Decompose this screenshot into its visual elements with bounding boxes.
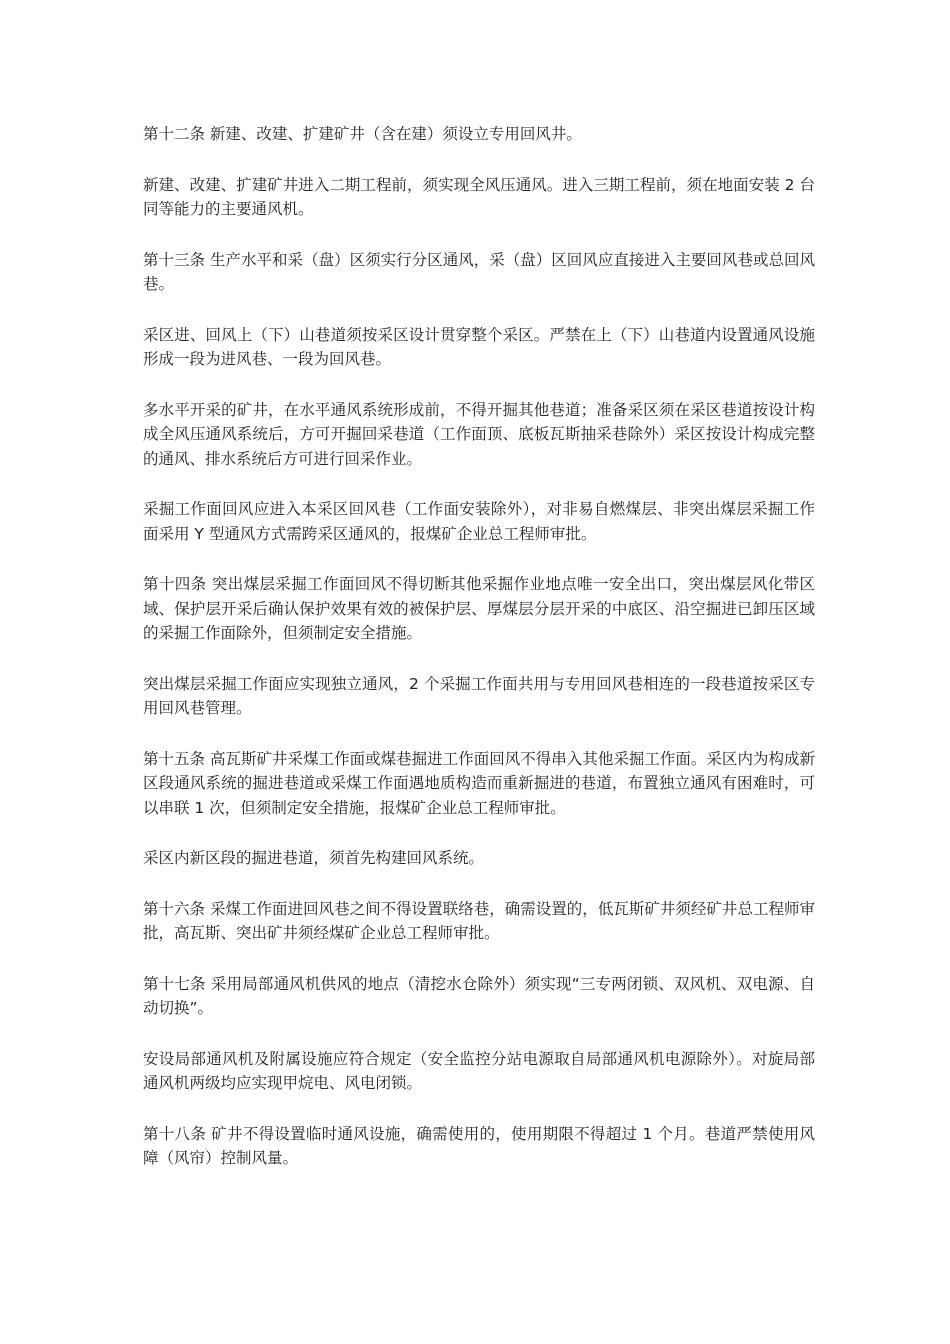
document-body — [143, 122, 815, 1197]
paragraph-article-13-detail-1: 采区进、回风上（下）山巷道须按采区设计贯穿整个采区。严禁在上（下）山巷道内设置通风设施形成一段为进风巷、一段为回风巷。 — [143, 325, 815, 368]
paragraph-article-13: 第十三条 生产水平和采（盘）区须实行分区通风，采（盘）区回风应直接进入主要回风巷或总回风巷。 — [143, 250, 815, 293]
paragraph-article-12-detail: 新建、改建、扩建矿井进入二期工程前，须实现全风压通风。进入三期工程前，须在地面安装 2 台同等能力的主要通风机。 — [143, 175, 815, 218]
paragraph-article-15: 第十五条 高瓦斯矿井采煤工作面或煤巷掘进工作面回风不得串入其他采掘工作面。采区内为构成新区段通风系统的掘进巷道或采煤工作面遇地质构造而重新掘进的巷道，布置独立通风有困难时，可以串联 1 次，但须制定安全措施，报煤矿企业总工程师审批。 — [143, 749, 815, 817]
paragraph-article-15-detail: 采区内新区段的掘进巷道，须首先构建回风系统。 — [143, 849, 485, 867]
paragraph-article-14-detail: 突出煤层采掘工作面应实现独立通风，2 个采掘工作面共用与专用回风巷相连的一段巷道按采区专用回风巷管理。 — [143, 674, 815, 717]
paragraph-article-13-detail-3: 采掘工作面回风应进入本采区回风巷（工作面安装除外），对非易自燃煤层、非突出煤层采掘工作面采用 Y 型通风方式需跨采区通风的，报煤矿企业总工程师审批。 — [143, 500, 815, 543]
paragraph-article-12: 第十二条 新建、改建、扩建矿井（含在建）须设立专用回风井。 — [143, 125, 582, 143]
paragraph-article-17-detail: 安设局部通风机及附属设施应符合规定（安全监控分站电源取自局部通风机电源除外）。对旋局部通风机两级均应实现甲烷电、风电闭锁。 — [143, 1049, 815, 1092]
paragraph-article-14: 第十四条 突出煤层采掘工作面回风不得切断其他采掘作业地点唯一安全出口，突出煤层风化带区域、保护层开采后确认保护效果有效的被保护层、厚煤层分层开采的中底区、沿空掘进已卸压区域的采掘工作面除外，但须制定安全措施。 — [143, 575, 815, 642]
paragraph-article-18: 第十八条 矿井不得设置临时通风设施，确需使用的，使用期限不得超过 1 个月。巷道严禁使用风障（风帘）控制风量。 — [143, 1124, 815, 1167]
paragraph-article-17: 第十七条 采用局部通风机供风的地点（清挖水仓除外）须实现“三专两闭锁、双风机、双电源、自动切换”。 — [143, 974, 815, 1017]
paragraph-article-13-detail-2: 多水平开采的矿井，在水平通风系统形成前，不得开掘其他巷道；准备采区须在采区巷道按设计构成全风压通风系统后，方可开掘回采巷道（工作面顶、底板瓦斯抽采巷除外）采区按设计构成完整的通风、排水系统后方可进行回采作业。 — [143, 400, 815, 468]
paragraph-article-16: 第十六条 采煤工作面进回风巷之间不得设置联络巷，确需设置的，低瓦斯矿井须经矿井总工程师审批，高瓦斯、突出矿井须经煤矿企业总工程师审批。 — [143, 899, 815, 942]
